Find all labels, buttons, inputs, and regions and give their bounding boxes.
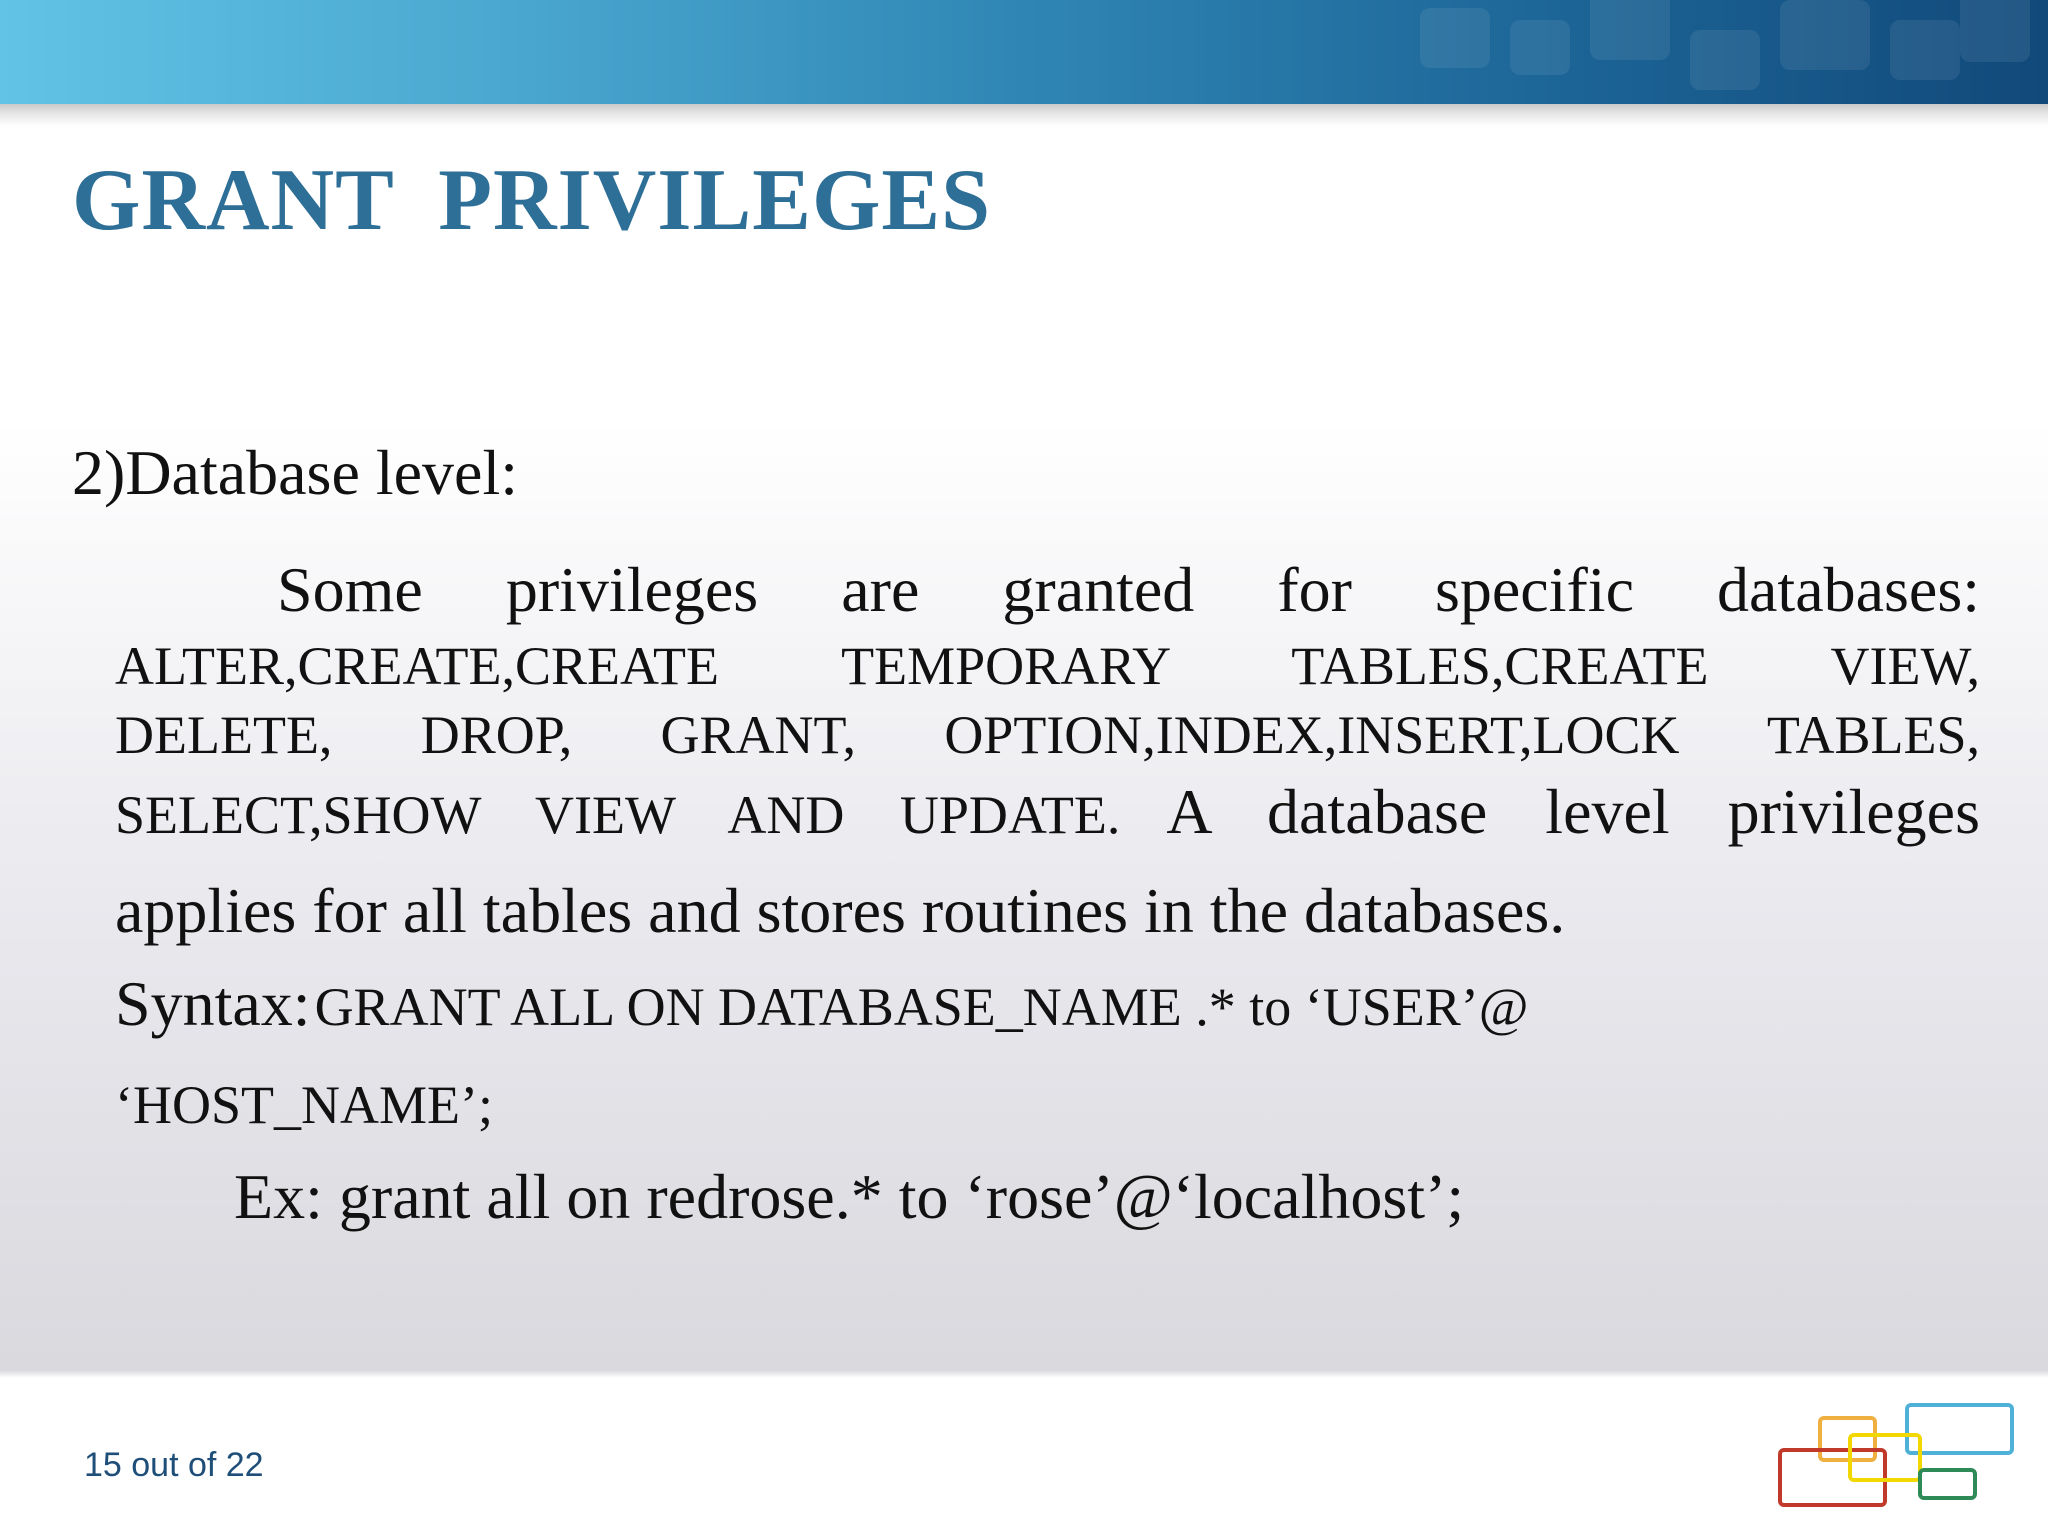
syntax-code-continued: ‘HOST_NAME’;: [115, 1075, 493, 1135]
header-shadow: [0, 104, 2048, 126]
page-number: 15 out of 22: [84, 1446, 264, 1484]
footer: [0, 1378, 2048, 1536]
paragraph-line: Some privileges are granted for specific databases:: [277, 554, 1980, 625]
syntax-label: Syntax:: [115, 968, 311, 1039]
example-line: Ex: grant all on redrose.* to ‘rose’@‘localhost’;: [234, 1161, 1465, 1232]
description-paragraph: [115, 548, 1980, 952]
header-band: [0, 0, 2048, 104]
paragraph-line: SELECT,SHOW VIEW AND UPDATE. A database level privileges: [115, 776, 1980, 847]
syntax-line: [115, 958, 1715, 1067]
logo-icon: [1775, 1400, 2025, 1510]
syntax-block: [115, 958, 1715, 1143]
slide-title: GRANT PRIVILEGES: [72, 152, 992, 249]
section-heading: 2)Database level:: [72, 437, 518, 508]
paragraph-line: DELETE, DROP, GRANT, OPTION,INDEX,INSERT,LOCK TABLES,: [115, 705, 1980, 765]
paragraph-line: applies for all tables and stores routines in the databases.: [115, 875, 1566, 946]
paragraph-line: ALTER,CREATE,CREATE TEMPORARY TABLES,CREATE VIEW,: [115, 636, 1980, 696]
syntax-code: GRANT ALL ON DATABASE_NAME .* to ‘USER’@: [314, 977, 1529, 1037]
